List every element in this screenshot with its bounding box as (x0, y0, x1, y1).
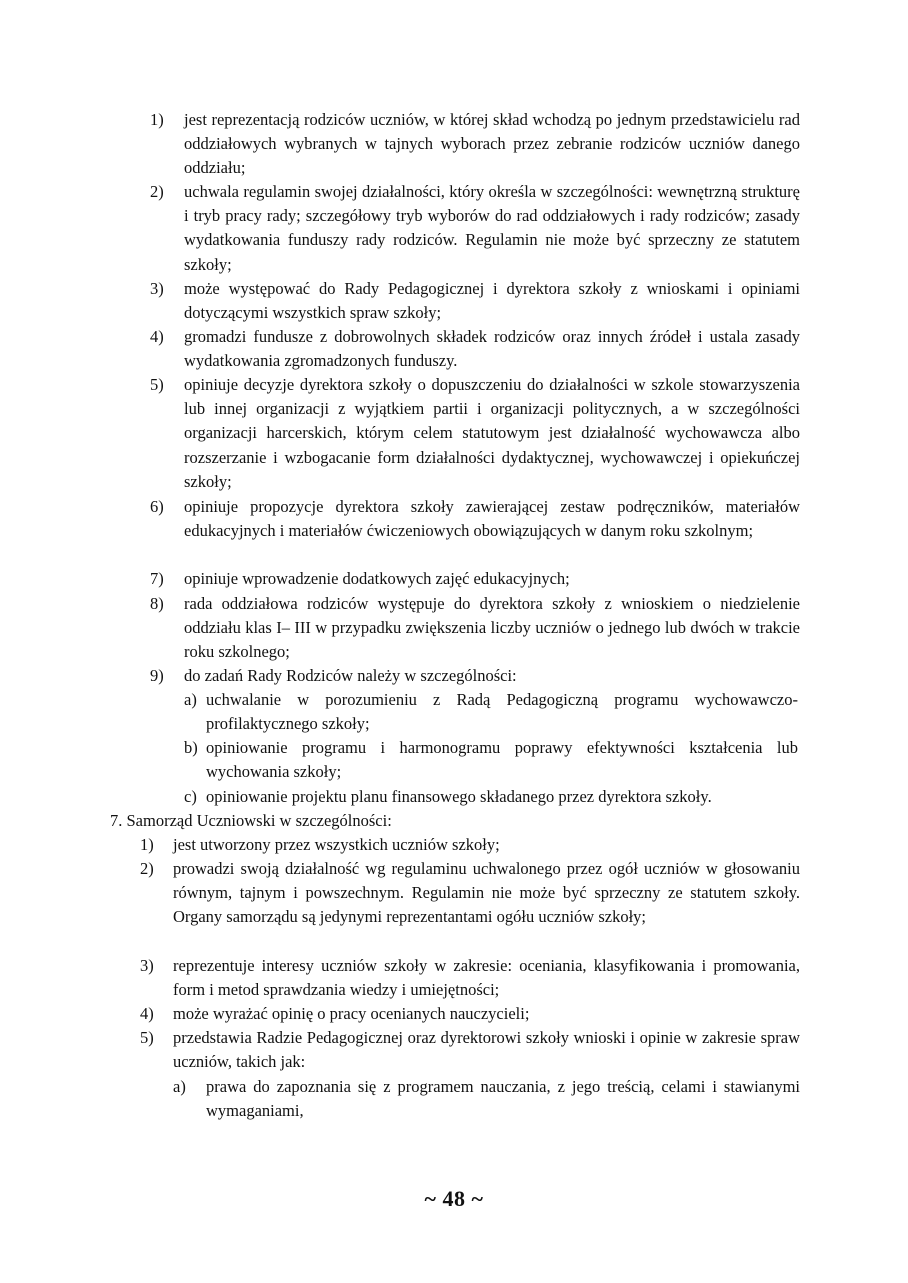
list-item-number: 2) (140, 859, 154, 878)
list-item-text: do zadań Rady Rodziców należy w szczególności: (184, 666, 517, 685)
list-item-number: 6) (150, 497, 164, 516)
list-item-number: 5) (150, 375, 164, 394)
sub-list-item-text: uchwalanie w porozumieniu z Radą Pedagogiczną programu wychowawczo-profilaktycznego szkoły; (206, 690, 798, 734)
list-item-number: 3) (150, 279, 164, 298)
list-item-text: gromadzi fundusze z dobrowolnych składek rodziców oraz innych źródeł i ustala zasady wydatkowania zgromadzonych funduszy. (184, 327, 800, 371)
sub-list-item-text: prawa do zapoznania się z programem nauczania, z jego treścią, celami i stawianymi wymaganiami, (206, 1077, 800, 1121)
list-item-text: opiniuje propozycje dyrektora szkoły zawierającej zestaw podręczników, materiałów edukacyjnych i materiałów ćwiczeniowych obowiązujących w danym roku szkolnym; (184, 497, 800, 541)
list-item-text: jest reprezentacją rodziców uczniów, w której skład wchodzą po jednym przedstawicielu rad oddziałowych wybranych w tajnych wyborach przez zebranie rodziców uczniów danego oddziału; (184, 110, 800, 178)
list-item-number: 8) (150, 594, 164, 613)
list-item-text: może wyrażać opinię o pracy ocenianych nauczycieli; (173, 1004, 530, 1023)
list-item-number: 5) (140, 1028, 154, 1047)
list-item-number: 4) (140, 1004, 154, 1023)
section-heading-text: 7. Samorząd Uczniowski w szczególności: (110, 811, 392, 830)
list-item-number: 7) (150, 569, 164, 588)
list-item-text: prowadzi swoją działalność wg regulaminu uchwalonego przez ogół uczniów w głosowaniu równym, tajnym i powszechnym. Regulamin nie może być sprzeczny ze statutem szkoły. Organy samorządu są jedynymi reprezentantami ogółu uczniów szkoły; (173, 859, 800, 927)
list-item-number: 2) (150, 182, 164, 201)
list-item-number: 1) (150, 110, 164, 129)
list-item-text: reprezentuje interesy uczniów szkoły w zakresie: oceniania, klasyfikowania i promowania, form i metod sprawdzania wiedzy i umiejętności; (173, 956, 800, 1000)
list-item-number: 3) (140, 956, 154, 975)
section-heading (110, 809, 800, 833)
list-item-number: 9) (150, 666, 164, 685)
page-number: ~ 48 ~ (424, 1186, 484, 1211)
list-item-text: rada oddziałowa rodziców występuje do dyrektora szkoły z wnioskiem o niedzielenie oddziału klas I– III w przypadku zwiększenia liczby uczniów o jednego lub dwóch w trakcie roku szkolnego; (184, 594, 800, 662)
sub-list-item-letter: a) (184, 690, 197, 709)
list-item-text: uchwala regulamin swojej działalności, który określa w szczególności: wewnętrzną strukturę i tryb pracy rady; szczegółowy tryb wyborów do rad oddziałowych i rady rodziców; zasady wydatkowania funduszy rady rodziców. Regulamin nie może być sprzeczny ze statutem szkoły; (184, 182, 800, 274)
list-item-number: 1) (140, 835, 154, 854)
sub-list-item-letter: a) (173, 1077, 186, 1096)
list-item-text: może występować do Rady Pedagogicznej i dyrektora szkoły z wnioskami i opiniami dotyczącymi wszystkich spraw szkoły; (184, 279, 800, 323)
sub-list-item-letter: c) (184, 787, 197, 806)
list-item-number: 4) (150, 327, 164, 346)
list-item-text: jest utworzony przez wszystkich uczniów szkoły; (173, 835, 500, 854)
sub-list-item-text: opiniowanie projektu planu finansowego składanego przez dyrektora szkoły. (206, 787, 712, 806)
sub-list-item-letter: b) (184, 738, 198, 757)
list-item-text: opiniuje decyzje dyrektora szkoły o dopuszczeniu do działalności w szkole stowarzyszenia lub innej organizacji z wyjątkiem partii i organizacji politycznych, a w szczególności organizacji harcerskich, którym celem statutowym jest działalność wychowawcza albo rozszerzanie i wzbogacanie form działalności dydaktycznej, wychowawczej i opiekuńczej szkoły; (184, 375, 800, 491)
sub-list-item-text: opiniowanie programu i harmonogramu poprawy efektywności kształcenia lub wychowania szkoły; (206, 738, 798, 782)
list-item-text: opiniuje wprowadzenie dodatkowych zajęć edukacyjnych; (184, 569, 570, 588)
list-item-text: przedstawia Radzie Pedagogicznej oraz dyrektorowi szkoły wnioski i opinie w zakresie spraw uczniów, takich jak: (173, 1028, 800, 1072)
